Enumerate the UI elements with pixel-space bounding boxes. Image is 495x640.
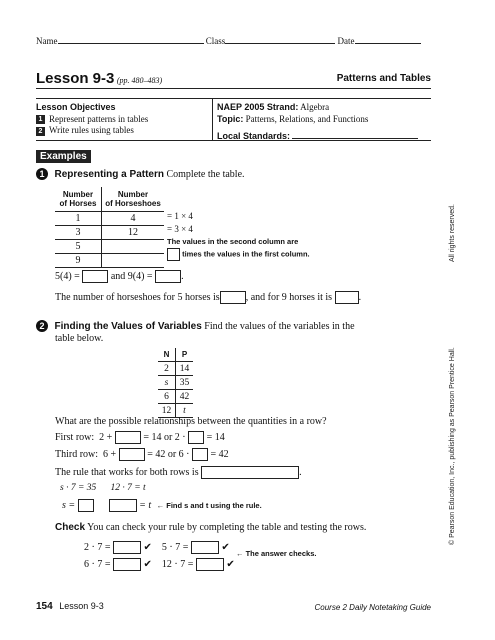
footer-guide: Course 2 Daily Notetaking Guide: [314, 603, 431, 612]
objective-text: Represent patterns in tables: [49, 114, 149, 124]
class-label: Class: [205, 36, 226, 46]
footer-lesson: Lesson 9-3: [59, 601, 104, 611]
check-line: Check You can check your rule by completing the table and testing the rows.: [55, 522, 367, 533]
col-header-n: N: [158, 348, 176, 362]
relationship-question: What are the possible relationships between the quantities in a row?: [55, 416, 327, 427]
table-row: [158, 362, 193, 376]
cell-shoes-blank[interactable]: [102, 240, 165, 254]
table-row: [55, 226, 164, 240]
objective-item: [36, 125, 206, 135]
cell-horses: 3: [55, 226, 102, 240]
rule-line: The rule that works for both rows is .: [55, 466, 302, 478]
first-row-line: First row: 2 + = 14 or 2 · = 14: [55, 431, 225, 443]
checkmark-icon: ✔: [143, 558, 152, 570]
table-row: [55, 254, 164, 268]
objectives-box: [36, 98, 431, 141]
topic-title: Patterns and Tables: [336, 73, 431, 84]
table-row: [55, 240, 164, 254]
answer-blank[interactable]: [220, 291, 246, 304]
example1-heading: [36, 168, 245, 180]
equations-line: s · 7 = 35 12 · 7 = t: [60, 483, 146, 493]
objective-number-icon: 2: [36, 127, 45, 136]
answer-blank[interactable]: [155, 270, 181, 283]
example1-title: Representing a Pattern: [54, 169, 164, 180]
objective-text: Write rules using tables: [49, 125, 134, 136]
cell-horses: 9: [55, 254, 102, 268]
answer-blank[interactable]: [192, 448, 208, 461]
horses-table: [55, 187, 164, 268]
check-label: Check: [55, 522, 86, 533]
answer-blank[interactable]: [109, 499, 137, 512]
topic-label: Topic:: [217, 114, 244, 124]
table-row: [55, 212, 164, 226]
name-label: Name: [36, 36, 58, 46]
class-blank[interactable]: [225, 34, 335, 44]
col-header-p: P: [181, 350, 188, 359]
checkmark-icon: ✔: [226, 558, 235, 570]
example1-instruction: Complete the table.: [166, 169, 245, 180]
cell-p: t: [183, 405, 186, 416]
page-number: 154: [36, 601, 53, 612]
example2-title: Finding the Values of Variables: [54, 321, 202, 332]
date-label: Date: [337, 36, 355, 46]
cell-p: 42: [179, 391, 190, 402]
naep-label: NAEP 2005 Strand:: [217, 102, 299, 112]
check-row-1: 2 · 7 = ✔ 5 · 7 = ✔: [84, 541, 230, 553]
cell-n: 12: [158, 404, 176, 418]
objectives-bottom-rule: [36, 140, 431, 141]
objectives-heading: Lesson Objectives: [36, 102, 116, 112]
np-table: [158, 348, 193, 418]
title-rule: [36, 88, 431, 89]
rights-text: All rights reserved.: [449, 204, 456, 262]
lesson-title-row: [36, 70, 162, 87]
footer-left: [36, 601, 104, 612]
answer-blank[interactable]: [119, 448, 145, 461]
answer-blank[interactable]: [115, 431, 141, 444]
table-row: [158, 376, 193, 390]
checkmark-icon: ✔: [221, 541, 230, 553]
answer-blank[interactable]: [78, 499, 94, 512]
answer-blank[interactable]: [335, 291, 359, 304]
find-note: ← Find s and t using the rule.: [156, 500, 262, 510]
example-number-icon: 2: [36, 320, 48, 332]
answer-blank[interactable]: [82, 270, 108, 283]
example1-sentence: The number of horseshoes for 5 horses is , and for 9 horses it is .: [55, 291, 362, 303]
cell-shoes-blank[interactable]: [102, 254, 165, 268]
header-row: [36, 34, 436, 46]
examples-badge: Examples: [36, 150, 91, 163]
third-row-line: Third row: 6 + = 42 or 6 · = 42: [55, 448, 229, 460]
example2-instruction: Find the values of the variables in the: [204, 321, 355, 332]
cell-horses: 5: [55, 240, 102, 254]
lesson-pages: (pp. 480–483): [116, 76, 163, 85]
answer-blank[interactable]: [113, 558, 141, 571]
col-header-horses: Number of Horses: [55, 187, 102, 212]
rule-blank[interactable]: [201, 466, 299, 479]
check-row-2: 6 · 7 = ✔ 12 · 7 = ✔: [84, 558, 235, 570]
answer-blank[interactable]: [188, 431, 204, 444]
cell-shoes: 12: [128, 227, 138, 238]
cell-p: 35: [179, 377, 190, 388]
row-note: = 1 × 4: [167, 211, 193, 221]
local-standards-label: Local Standards:: [217, 131, 291, 141]
multiplier-blank[interactable]: [167, 248, 180, 261]
check-note: ← The answer checks.: [236, 549, 317, 558]
example2-heading: [36, 320, 356, 332]
objective-number-icon: 1: [36, 115, 45, 124]
cell-shoes: 4: [130, 213, 136, 224]
answer-blank[interactable]: [191, 541, 219, 554]
multiplier-note-line2: times the values in the first column.: [167, 248, 310, 261]
row-note: = 3 × 4: [167, 224, 193, 234]
copyright-text: © Pearson Education, Inc., publishing as Pearson Prentice Hall.: [449, 347, 456, 545]
example-number-icon: 1: [36, 168, 48, 180]
col-header-horseshoes: Number of Horseshoes: [105, 190, 161, 208]
answer-blank[interactable]: [196, 558, 224, 571]
standards-col: [212, 99, 436, 141]
example1-equation: 5(4) = and 9(4) = .: [55, 270, 184, 282]
solve-line: s = = t ← Find s and t using the rule.: [62, 499, 262, 511]
answer-blank[interactable]: [113, 541, 141, 554]
cell-n: 6: [158, 390, 176, 404]
cell-horses: 1: [55, 212, 102, 226]
lesson-title: Lesson 9-3: [36, 70, 115, 87]
example2-instruction-line2: table below.: [55, 333, 104, 344]
np-table-wrap: [158, 348, 193, 418]
name-blank[interactable]: [58, 34, 204, 44]
table-row: [158, 390, 193, 404]
local-standards-blank[interactable]: [292, 129, 418, 139]
cell-n: 2: [158, 362, 176, 376]
naep-value: Algebra: [300, 102, 330, 112]
checkmark-icon: ✔: [143, 541, 152, 553]
multiplier-note-line1: The values in the second column are: [167, 237, 299, 246]
topic-value: Patterns, Relations, and Functions: [245, 114, 369, 124]
date-blank[interactable]: [355, 34, 421, 44]
objective-item: [36, 114, 206, 124]
horses-table-wrap: [55, 187, 164, 268]
cell-p: 14: [179, 363, 190, 374]
cell-n: s: [158, 376, 176, 390]
